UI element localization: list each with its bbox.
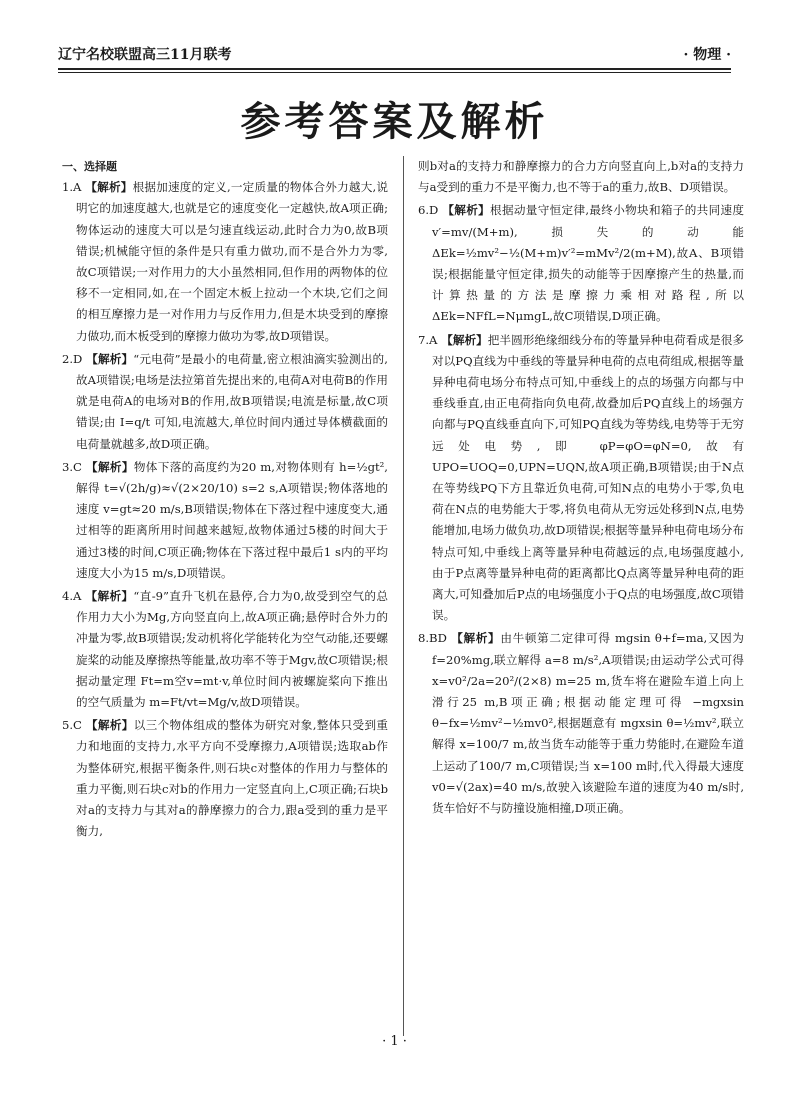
analysis-tag: 【解析】 bbox=[86, 459, 134, 474]
answer-text: “元电荷”是最小的电荷量,密立根油滴实验测出的,故A项错误;电场是法拉第首先提出来的,电荷A对电荷B的作用就是电荷A的电场对B的作用,故B项错误;电流是标量,故C项错误;由 I=q/t 可知,电流越大,单位时间内通过导体横截面的电荷量就越多,故D项正确。 bbox=[76, 351, 388, 451]
answer-item-8 bbox=[418, 628, 744, 819]
answer-item-4 bbox=[62, 586, 388, 713]
answer-number: 1.A bbox=[62, 180, 82, 195]
page-title: 参考答案及解析 bbox=[240, 99, 549, 145]
analysis-tag: 【解析】 bbox=[86, 351, 134, 366]
answer-item-3 bbox=[62, 457, 388, 584]
analysis-tag: 【解析】 bbox=[85, 180, 133, 195]
answer-item-1 bbox=[62, 177, 388, 347]
header-rule bbox=[58, 68, 731, 70]
subject-label: · 物理 · bbox=[683, 47, 731, 63]
answer-number: 5.C bbox=[62, 718, 82, 733]
answer-item-5 bbox=[62, 715, 388, 842]
answer-number: 6.D bbox=[418, 203, 439, 218]
exam-name: 辽宁名校联盟高三11月联考 bbox=[58, 47, 232, 63]
analysis-tag: 【解析】 bbox=[85, 718, 134, 733]
answer-text: 以三个物体组成的整体为研究对象,整体只受到重力和地面的支持力,水平方向不受摩擦力,A项错误;选取ab作为整体研究,根据平衡条件,则石块c对整体的作用力与整体的重力平衡,则石块c对b的作用力一定竖直向上,C项正确;石块b对a的支持力与其对a的静摩擦力的合力,跟a受到的重力是平衡力, bbox=[76, 718, 388, 839]
answer-item-2 bbox=[62, 349, 388, 455]
answer-text: 物体下落的高度约为20 m,对物体则有 h=½gt²,解得 t=√(2h/g)≈√(2×20/10) s=2 s,A项错误;物体落地的速度 v=gt≈20 m/s,B项错误;物体在下落过程中速度变大,通过相等的距离所用时间越来越短,故物体通过5楼的时间大于通过3楼的时间,C项正确;物体在下落过程中最后1 s内的平均速度大小为15 m/s,D项错误。 bbox=[76, 459, 388, 580]
left-column bbox=[62, 156, 388, 845]
analysis-tag: 【解析】 bbox=[442, 203, 491, 218]
answer-text: 把半圆形绝缘细线分布的等量异种电荷看成是很多对以PQ直线为中垂线的等量异种电荷的点电荷组成,根据等量异种电荷电场分布特点可知,中垂线上的点的场强方向都与中垂线垂直,由正电荷指向负电荷,故叠加后PQ直线上的场强方向都与PQ直线垂直向下,可知PQ直线为等势线,电势等于无穷远处电势,即 φP=φO=φN=0,故有 UPO=UOQ=0,UPN=UQN,故A项正确,B项错误;由于N点在等势线PQ下方且靠近负电荷,可知N点的电势小于零,负电荷在N点的电势能大于零,将负电荷从无穷远处移到N点,电势能增加,电场力做负功,故D项错误;根据等量异种电荷电场分布特点可知,中垂线上离等量异种电荷越远的点,电场强度越小,由于P点离等量异种电荷的距离都比Q点离等量异种电荷的距离大,可知叠加后P点的电场强度小于Q点的电场强度,故C项错误。 bbox=[432, 332, 744, 623]
answer-number: 7.A bbox=[418, 332, 438, 347]
section-heading: 一、选择题 bbox=[62, 160, 117, 173]
answer-item-6 bbox=[418, 200, 744, 327]
analysis-tag: 【解析】 bbox=[441, 332, 488, 347]
answer-number: 4.A bbox=[62, 589, 82, 604]
answer-number: 3.C bbox=[62, 459, 82, 474]
right-column bbox=[418, 156, 744, 821]
answer-number: 2.D bbox=[62, 351, 83, 366]
answer-text: 由牛顿第二定律可得 mgsin θ+f=ma,又因为 f=20%mg,联立解得 a=8 m/s²,A项错误;由运动学公式可得 x=v0²/2a=20²/(2×8) m=25 m,货车将在避险车道上向上滑行25 m,B项正确;根据动能定理可得 −mgxsin θ−fx=½mv²−½mv0²,根据题意有 mgxsin θ=½mv²,联立解得 x=100/7 m,故当货车动能等于重力势能时,在避险车道上运动了100/7 m,C项错误;当 x=100 m时,代入得最大速度 v0=√(2ax)=40 m/s,故驶入该避险车道的速度为40 m/s时,货车恰好不与防撞设施相撞,D项正确。 bbox=[432, 631, 744, 816]
analysis-tag: 【解析】 bbox=[85, 589, 134, 604]
answer-item-7 bbox=[418, 330, 744, 627]
header-rule-thin bbox=[58, 72, 731, 73]
page-number: · 1 · bbox=[382, 1034, 407, 1049]
answer-text: 根据动量守恒定律,最终小物块和箱子的共同速度 v′=mv/(M+m),损失的动能 ΔEk=½mv²−½(M+m)v′²=mMv²/2(m+M),故A、B项错误;根据能量守恒定律,损失的动能等于因摩擦产生的热量,而计算热量的方法是摩擦力乘相对路程,所以 ΔEk=NFfL=NμmgL,故C项错误,D项正确。 bbox=[432, 203, 744, 324]
answer-item-5-continued bbox=[418, 156, 744, 198]
answer-number: 8.BD bbox=[418, 631, 447, 646]
answer-text: 根据加速度的定义,一定质量的物体合外力越大,说明它的加速度越大,也就是它的速度变化一定越快,故A项正确;物体运动的速度大可以是匀速直线运动,此时合力为0,故B项错误;机械能守恒的条件是只有重力做功,而不是合外力为零,故C项错误;一对作用力的大小虽然相同,但作用的两物体的位移不一定相同,如,在一个固定木板上拉动一个木块,它们之间的相互摩擦力是一对作用力与反作用力,但是木块受到的摩擦力做功,而木板受到的摩擦力做功为零,故D项错误。 bbox=[76, 180, 388, 343]
analysis-tag: 【解析】 bbox=[451, 631, 501, 646]
column-divider bbox=[403, 156, 404, 1036]
answer-text: “直-9”直升飞机在悬停,合力为0,故受到空气的总作用力大小为Mg,方向竖直向上,故A项正确;悬停时合外力的冲量为零,故B项错误;发动机将化学能转化为空气动能,还要螺旋桨的动能及摩擦热等能量,故功率不等于Mgv,故C项错误;根据动量定理 Ft=m空v=mt·v,单位时间内被螺旋桨向下推出的空气质量为 m=Ft/vt=Mg/v,故D项错误。 bbox=[76, 589, 388, 710]
page-header bbox=[58, 44, 731, 66]
answer-text: 则b对a的支持力和静摩擦力的合力方向竖直向上,b对a的支持力与a受到的重力不是平衡力,也不等于a的重力,故B、D项错误。 bbox=[418, 159, 744, 195]
